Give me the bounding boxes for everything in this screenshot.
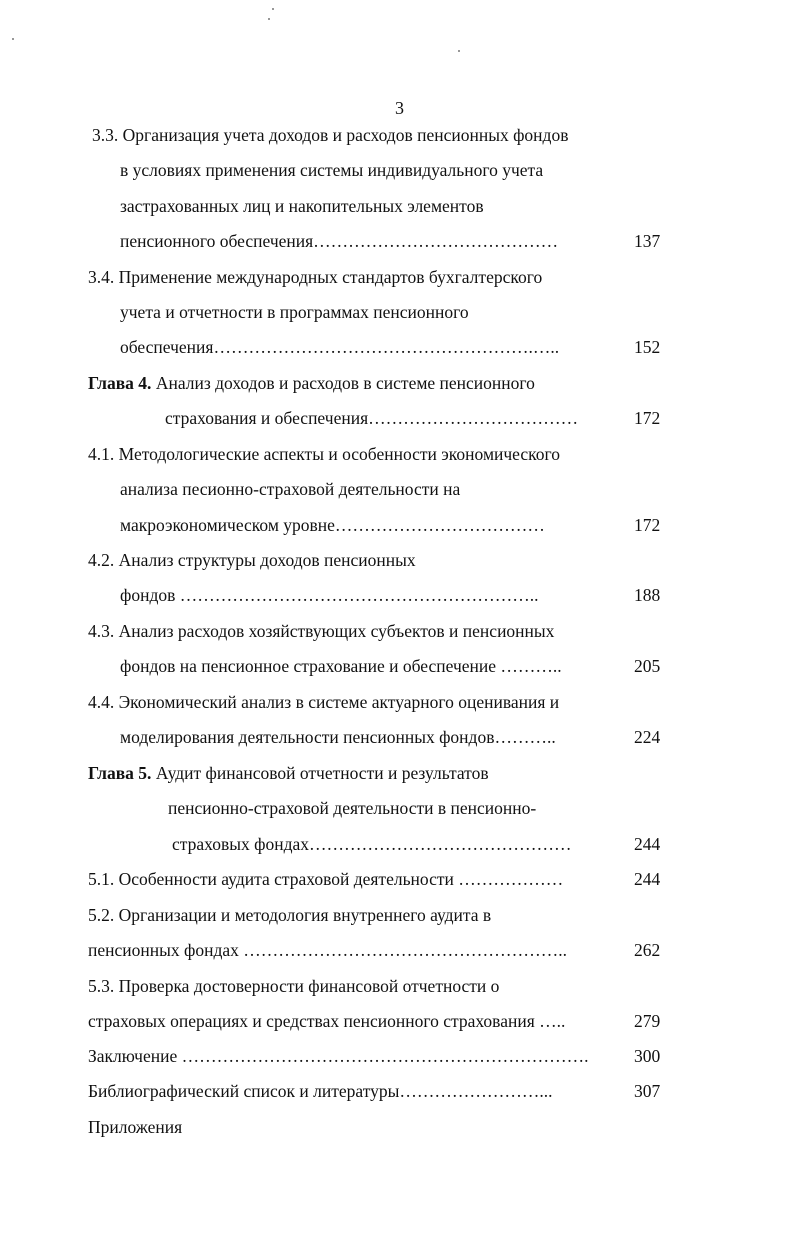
toc-entry-4-3-line-2: фондов на пенсионное страхование и обеспечение ……….. (120, 656, 562, 676)
toc-page-4-2: 188 (634, 585, 661, 605)
toc-entry-5-2-line-2: пенсионных фондах ……………………………………………….. (88, 940, 567, 960)
toc-entry-4-1-line-1: 4.1. Методологические аспекты и особенности экономического (88, 444, 561, 464)
toc-entry-5-2-line-1: 5.2. Организации и методология внутреннего аудита в (88, 905, 492, 925)
toc-entry-4-1-line-2: анализа песионно-страховой деятельности на (120, 479, 461, 499)
toc-entry-3-3-line-3: застрахованных лиц и накопительных элементов (120, 196, 484, 216)
toc-page-5-2: 262 (634, 940, 661, 960)
chapter-4-title: Анализ доходов и расходов в системе пенсионного (151, 373, 535, 393)
toc-chapter-5-line-3: страховых фондах……………………………………… (172, 834, 572, 854)
page-number: 3 (395, 98, 404, 118)
toc-appendices: Приложения (88, 1117, 183, 1137)
toc-page-4-4: 224 (634, 727, 661, 747)
toc-page-conclusion: 300 (634, 1046, 661, 1066)
toc-entry-3-3-line-1: 3.3. Организация учета доходов и расходов пенсионных фондов (92, 125, 569, 145)
chapter-5-label: Глава 5. (88, 763, 152, 783)
scan-speck (268, 18, 270, 20)
toc-page-chapter-4: 172 (634, 408, 661, 428)
toc-entry-3-4-line-1: 3.4. Применение международных стандартов бухгалтерского (88, 267, 543, 287)
toc-page-4-1: 172 (634, 515, 661, 535)
toc-entry-3-3-line-2: в условиях применения системы индивидуального учета (120, 160, 544, 180)
toc-bibliography: Библиографический список и литературы……………………... (88, 1081, 553, 1101)
toc-entry-5-3-line-1: 5.3. Проверка достоверности финансовой отчетности о (88, 976, 500, 996)
toc-conclusion: Заключение ……………………………………………………………. (88, 1046, 589, 1066)
toc-page-chapter-5: 244 (634, 834, 661, 854)
toc-entry-5-3-line-2: страховых операциях и средствах пенсионного страхования ….. (88, 1011, 566, 1031)
toc-entry-4-2-line-1: 4.2. Анализ структуры доходов пенсионных (88, 550, 416, 570)
chapter-5-title: Аудит финансовой отчетности и результатов (151, 763, 489, 783)
toc-entry-4-1-line-3: макроэкономическом уровне……………………………… (120, 515, 545, 535)
toc-page-3-3: 137 (634, 231, 661, 251)
toc-entry-3-3-line-4: пенсионного обеспечения…………………………………… (120, 231, 559, 251)
scan-speck (458, 50, 460, 52)
toc-page-5-1: 244 (634, 869, 661, 889)
toc-entry-4-3-line-1: 4.3. Анализ расходов хозяйствующих субъектов и пенсионных (88, 621, 555, 641)
toc-chapter-5-line-2: пенсионно-страховой деятельности в пенсионно- (168, 798, 537, 818)
toc-entry-4-4-line-1: 4.4. Экономический анализ в системе актуарного оценивания и (88, 692, 560, 712)
toc-entry-4-2-line-2: фондов …………………………………………………….. (120, 585, 539, 605)
toc-page-3-4: 152 (634, 337, 661, 357)
toc-page-bibliography: 307 (634, 1081, 661, 1101)
scan-speck (12, 38, 14, 40)
toc-chapter-4-line-2: страхования и обеспечения……………………………… (165, 408, 579, 428)
toc-page-5-3: 279 (634, 1011, 661, 1031)
toc-chapter-5-line-1 (88, 762, 489, 784)
toc-entry-3-4-line-3: обеспечения……………………………………………….….. (120, 337, 560, 357)
scan-speck (272, 8, 274, 10)
toc-chapter-4-line-1 (88, 372, 535, 394)
toc-entry-5-1-line-1: 5.1. Особенности аудита страховой деятельности ……………… (88, 869, 564, 889)
toc-entry-4-4-line-2: моделирования деятельности пенсионных фондов……….. (120, 727, 556, 747)
toc-page-4-3: 205 (634, 656, 661, 676)
toc-entry-3-4-line-2: учета и отчетности в программах пенсионного (120, 302, 469, 322)
chapter-4-label: Глава 4. (88, 373, 152, 393)
